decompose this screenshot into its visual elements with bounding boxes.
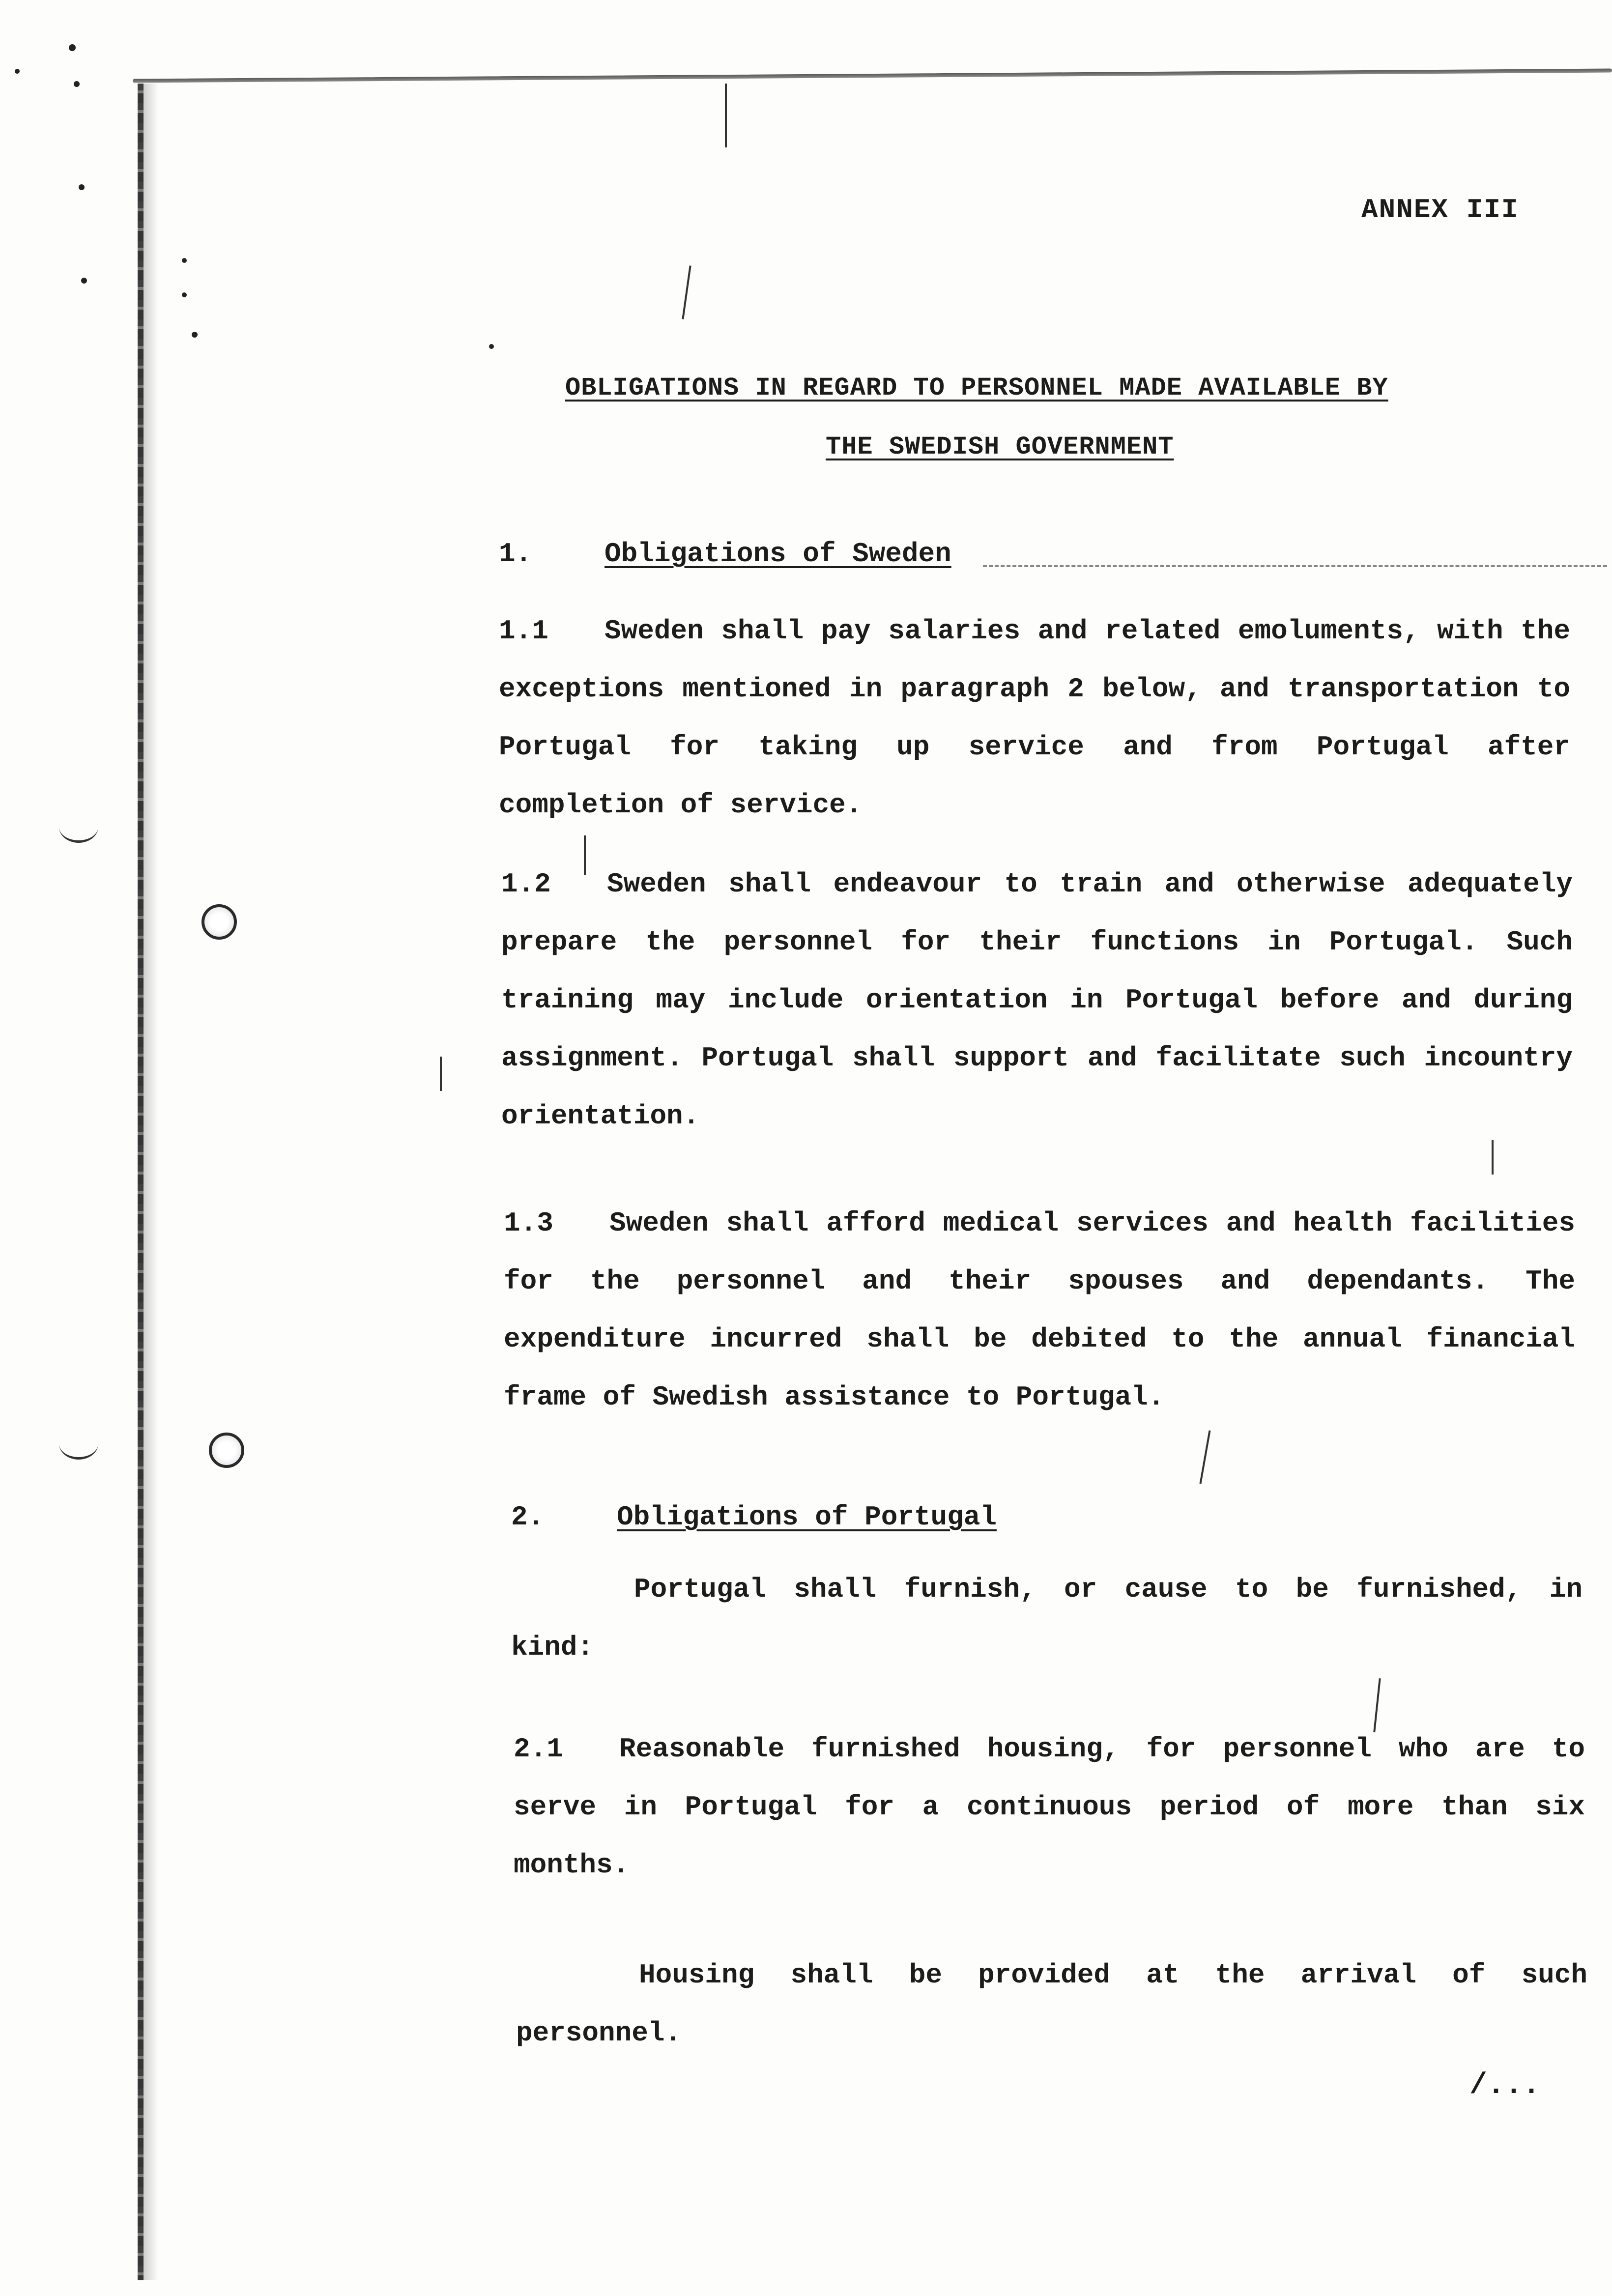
paragraph-number: 2.1 — [514, 1733, 563, 1765]
scan-speck — [192, 332, 198, 338]
scan-speck — [182, 292, 187, 297]
scan-dashed-line — [983, 565, 1607, 567]
scan-stroke-mark — [1199, 1430, 1210, 1484]
continuation-mark: /... — [1469, 2069, 1541, 2102]
scan-stroke-mark — [725, 84, 727, 147]
section-2-intro — [511, 1560, 1583, 1676]
scan-speck — [69, 44, 76, 51]
punch-hole — [209, 1433, 244, 1468]
scan-speck — [182, 258, 187, 263]
paragraph-2-1 — [514, 1720, 1585, 1894]
section-heading — [511, 1501, 997, 1533]
page-left-edge — [138, 84, 144, 2280]
paragraph-text: Sweden shall afford medical services and health facilities for the personnel and their spouses and dependants. The expenditure incurred shall be debited to the annual financial frame of Swedish assistance to Portugal. — [504, 1207, 1575, 1413]
annex-label: ANNEX III — [1361, 194, 1519, 226]
scan-stroke-mark — [1492, 1140, 1494, 1175]
scan-speck — [15, 69, 20, 74]
section-title: Obligations of Sweden — [604, 538, 951, 570]
paragraph-number: 1.2 — [501, 868, 551, 900]
housing-note — [516, 1946, 1587, 2062]
section-number: 1. — [499, 538, 532, 570]
paragraph-number: 1.1 — [499, 615, 548, 647]
paragraph-text: Housing shall be provided at the arrival of such personnel. — [516, 1959, 1587, 2049]
paragraph-1-2 — [501, 855, 1573, 1145]
punch-hole — [202, 904, 237, 940]
paragraph-text: Portugal shall furnish, or cause to be furnished, in kind: — [511, 1574, 1583, 1663]
paragraph-number: 1.3 — [504, 1207, 553, 1239]
section-title: Obligations of Portugal — [617, 1501, 997, 1533]
scan-speck — [489, 344, 494, 349]
paragraph-text: Sweden shall endeavour to train and otherwise adequately prepare the personnel for their functions in Portugal. Such training may include orientation in Portugal before and during assignment. Portugal shall support and facilitate such incountry orientation. — [501, 868, 1573, 1132]
page-left-shadow — [144, 84, 158, 2280]
page-top-edge — [133, 68, 1612, 83]
scan-arc-mark — [59, 1428, 98, 1460]
paragraph-1-3 — [504, 1194, 1575, 1426]
paragraph-text: Reasonable furnished housing, for personnel who are to serve in Portugal for a continuous period of more than six months. — [514, 1733, 1585, 1881]
scan-stroke-mark — [440, 1057, 442, 1091]
scan-speck — [81, 278, 87, 284]
paragraph-1-1 — [499, 602, 1570, 834]
scan-arc-mark — [59, 811, 98, 843]
section-heading — [499, 538, 951, 570]
scan-stroke-mark — [682, 265, 691, 319]
scan-speck — [79, 184, 85, 190]
paragraph-text: Sweden shall pay salaries and related emoluments, with the exceptions mentioned in paragraph 2 below, and transportation to Portugal for taking up service and from Portugal after completion of service. — [499, 615, 1570, 821]
scan-speck — [74, 81, 80, 87]
document-title-line-1: OBLIGATIONS IN REGARD TO PERSONNEL MADE AVAILABLE BY — [565, 373, 1388, 402]
document-title-line-2: THE SWEDISH GOVERNMENT — [826, 432, 1174, 461]
section-number: 2. — [511, 1501, 545, 1533]
